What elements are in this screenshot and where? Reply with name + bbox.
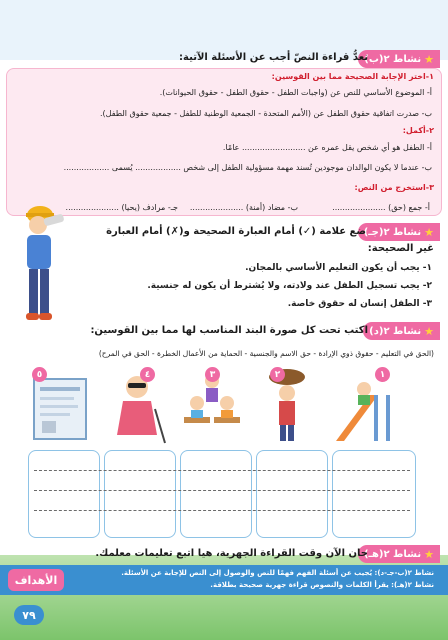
star-icon: ★	[424, 225, 434, 239]
statement-2: ٢- يجب تسجيل الطفل عند ولادته، ولا يُشترط أن يكون له جنسية.	[147, 281, 432, 291]
answer-box-2[interactable]	[256, 450, 328, 538]
picture-number-1: ١	[375, 367, 390, 382]
goal-2: نشاط ٢(هـ): يقرأ الكلمات والنصوص قراءة جهرية صحيحة بطلاقة.	[210, 581, 434, 589]
star-icon: ★	[424, 324, 434, 338]
q3-c: جـ- مرادف (يحيا) .....................	[65, 203, 178, 212]
writing-line	[34, 510, 410, 511]
answer-box-3[interactable]	[180, 450, 252, 538]
answer-box-4[interactable]	[104, 450, 176, 538]
activity-d-options: (الحق في التعليم - حقوق ذوي الإرادة - حق الاسم والجنسية - الحماية من الأعمال الخطرة - الحق في المرح)	[98, 349, 434, 358]
activity-d-tag: ★ نشاط ٢(د)	[363, 322, 440, 340]
star-icon: ★	[424, 52, 434, 66]
activity-d-title: اكتب تحت كل صورة البند المناسب لها مما بين القوسين:	[90, 325, 368, 336]
picture-number-3: ٣	[205, 367, 220, 382]
statement-1: ١- يجب أن يكون التعليم الأساسي بالمجان.	[245, 263, 432, 273]
q1-b: ب- صدرت اتفاقية حقوق الطفل عن (الأمم المتحدة - الجمعية الوطنية للطفل - جمعية حقوق الطفل).	[100, 109, 432, 118]
goals-label: الأهداف	[8, 569, 64, 591]
star-icon: ★	[424, 547, 434, 561]
activity-c-tag: ★ نشاط ٢(جـ)	[358, 223, 440, 241]
picture-number-4: ٤	[140, 367, 155, 382]
q3-a: أ- جمع (حق) .....................	[332, 203, 430, 212]
q2-b: ب- عندما لا يكون الوالدان موجودين تُسند مهمة مسؤولية الطفل إلى شخص .................. يُسمى ..................	[63, 163, 432, 172]
activity-e-tag: ★ نشاط ٢(هـ)	[358, 545, 440, 563]
girl-with-white-cane-illustration	[105, 365, 169, 445]
activity-b-title: نعدُّ قراءة النصّ أجب عن الأسئلة الآتية:	[179, 52, 368, 63]
page-number: ٧٩	[14, 605, 44, 625]
activity-b-tag: ★ نشاط ٢(ب)	[358, 50, 440, 68]
q3-heading: ٣-استخرج من النص:	[354, 183, 434, 192]
q2-a: أ- الطفل هو أي شخص يقل عمره عن ......................... عامًا.	[222, 143, 432, 152]
q3-b: ب- مضاد (أمنة) .....................	[189, 203, 298, 212]
writing-line	[34, 470, 410, 471]
picture-number-5: ٥	[32, 367, 47, 382]
answer-box-5[interactable]	[28, 450, 100, 538]
goal-1: نشاط ٢(ب-جـ-د): يُجيب عن أسئلة الفهم فهمًا للنص والوصول إلى النص للإجابة عن الأسئلة.	[121, 569, 434, 577]
activity-c-title: ضع علامة (✓) أمام العبارة الصحيحة و(✗) أمام العبارة	[106, 226, 366, 237]
q1-a: أ- الموضوع الأساسي للنص عن (واجبات الطفل - حقوق الطفل - حقوق الحيوانات).	[159, 88, 432, 97]
statement-3: ٣- الطفل إنسان له حقوق خاصة.	[287, 299, 432, 309]
q1-heading: ١-اختر الإجابة الصحيحة مما بين القوسين:	[271, 72, 434, 81]
child-carrying-heavy-load-illustration	[255, 365, 319, 445]
answer-box-1[interactable]	[332, 450, 416, 538]
writing-line	[34, 490, 410, 491]
activity-c-title-line-2: غير الصحيحة:	[367, 243, 434, 254]
picture-number-2: ٢	[270, 367, 285, 382]
activity-e-title: حان الآن وقت القراءة الجهرية، هيا اتبع تعليمات معلمك.	[95, 548, 368, 559]
q2-heading: ٢-أكمل:	[402, 126, 434, 135]
boy-with-telescope-illustration	[10, 195, 65, 340]
